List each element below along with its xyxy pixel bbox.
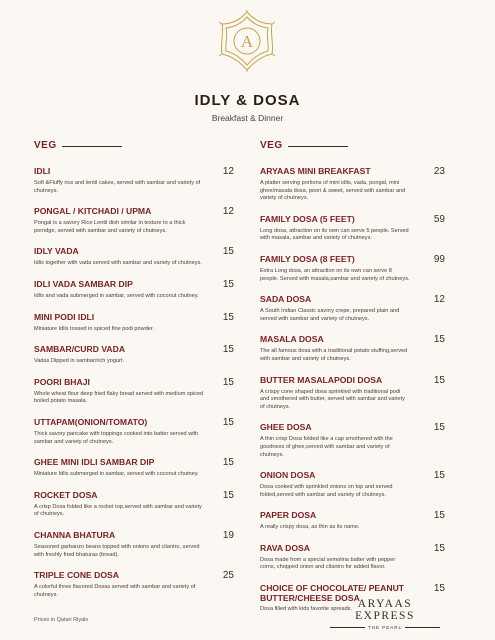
menu-item-name: FAMILY DOSA (8 FEET) <box>260 253 355 264</box>
heading-underline <box>62 146 122 147</box>
menu-item-price: 12 <box>433 294 445 306</box>
menu-item-name: MINI PODI IDLI <box>34 311 95 322</box>
menu-item <box>260 294 445 323</box>
menu-item-name: RAVA DOSA <box>260 542 310 553</box>
menu-item-name: IDLI VADA SAMBAR DIP <box>34 278 133 289</box>
brand-name: ARYAAS EXPRESS <box>355 598 415 622</box>
menu-item-description: Dosa cooked with sprinkled onions on top and served folded,served with sambar and variety of chutneys. <box>260 484 393 498</box>
menu-item-description: Dosa filled with kids favorite spreads. <box>260 606 353 613</box>
menu-item-name: PAPER DOSA <box>260 510 317 521</box>
menu-item-header <box>260 294 445 305</box>
menu-item-name: FAMILY DOSA (5 FEET) <box>260 213 355 224</box>
menu-item-name: SAMBAR/CURD VADA <box>34 344 126 355</box>
menu-item-price: 15 <box>222 246 234 258</box>
menu-item-description: Miniature Idlis submerged in sambar, served with coconut chutney. <box>34 471 199 478</box>
menu-item-name: UTTAPAM(ONION/TOMATO) <box>34 416 148 427</box>
menu-item-description: A South Indian Classic savory crepe, prepared plain and served with sambar and variety of chutneys. <box>260 308 400 322</box>
menu-item-name: IDLY VADA <box>34 246 79 257</box>
menu-item-price: 23 <box>433 166 445 177</box>
menu-item-price: 15 <box>433 542 445 554</box>
menu-item <box>34 377 234 406</box>
menu-item-name: PONGAL / KITCHADI / UPMA <box>34 206 152 217</box>
menu-item-name: ROCKET DOSA <box>34 489 98 500</box>
currency-note: Prices in Qatari Riyals <box>34 617 89 623</box>
menu-item-name: GHEE DOSA <box>260 422 312 433</box>
menu-item-price: 15 <box>222 344 234 356</box>
menu-item-description: A really crispy dosa, as thin as its name. <box>260 524 360 531</box>
menu-item-description: Long dosa, attraction on its own can serve 5 people. Served with masala, sambar and variety of chutneys. <box>260 227 409 242</box>
menu-item <box>260 334 445 363</box>
menu-item-price: 15 <box>433 583 445 595</box>
menu-item-price: 12 <box>222 206 234 218</box>
menu-item <box>260 510 445 532</box>
menu-item-price: 15 <box>433 510 445 522</box>
menu-item <box>260 422 445 459</box>
menu-item-description: A crisp Dosa folded like a rocket top,served with sambar and variety of chutneys. <box>34 503 202 518</box>
menu-item-header <box>34 490 234 501</box>
brand-subline <box>330 625 440 630</box>
menu-item-name: CHOICE OF CHOCOLATE/ PEANUT BUTTER/CHEESE DOSA <box>260 583 405 604</box>
menu-item <box>34 457 234 479</box>
menu-item <box>34 570 234 599</box>
menu-item-description: Whole wheat flour deep fried flaky bread served with medium spiced boiled potato masala. <box>34 390 204 405</box>
menu-item-header <box>260 470 445 481</box>
menu-item <box>34 206 234 235</box>
menu-item-description: Idlis together with vada served with sambar and variety of chutneys. <box>34 260 202 267</box>
section-heading <box>34 138 234 152</box>
menu-item-header <box>34 457 234 468</box>
menu-item-price: 15 <box>433 334 445 346</box>
menu-item-description: A platter serving portions of mini idlis, vada, pongal, mini ghee/masala dosa, poori & sweet, served with sambar and variety of chutneys. <box>260 180 406 202</box>
menu-item-name: ONION DOSA <box>260 470 316 481</box>
menu-item <box>34 312 234 334</box>
menu-item-name: SADA DOSA <box>260 294 312 305</box>
menu-item-header <box>34 417 234 428</box>
menu-item-description: Vadas Dipped in sambar/rich yogurt. <box>34 358 125 365</box>
menu-item-header <box>34 570 234 581</box>
page-subtitle: Breakfast & Dinner <box>211 113 284 123</box>
menu-item-description: Idlis and vada submerged in sambar, served with coconut chutney. <box>34 292 199 299</box>
menu-item-description: Seasoned garbanzo beans topped with onions and cilantro, served with freshly fried bhaturas (bread). <box>34 543 200 558</box>
menu-item-header <box>34 166 234 177</box>
menu-item-name: CHANNA BHATURA <box>34 529 116 540</box>
menu-item-price: 12 <box>222 166 234 177</box>
menu-item-price: 15 <box>222 489 234 501</box>
menu-item-name: GHEE MINI IDLI SAMBAR DIP <box>34 457 155 468</box>
section-heading-label: VEG <box>34 139 57 151</box>
menu-item-price: 15 <box>222 376 234 388</box>
menu-item-price: 25 <box>222 570 234 582</box>
menu-item-description: The all famous dosa with a traditional potato stuffing,served with sambar and variety of chutneys. <box>260 348 408 362</box>
menu-item-header <box>260 254 445 265</box>
menu-item-name: MASALA DOSA <box>260 334 324 345</box>
menu-item-description: Pongal is a savory Rice Lentil dish similar in texture to a thick porridge, served with sambar and variety of chutneys. <box>34 220 186 234</box>
left-menu-column <box>34 138 234 610</box>
menu-item-header <box>34 279 234 290</box>
menu-item <box>34 417 234 446</box>
menu-item-price: 15 <box>433 470 445 482</box>
menu-item-price: 15 <box>222 311 234 323</box>
section-heading-label: VEG <box>260 139 283 151</box>
menu-item-header <box>260 375 445 386</box>
brand-divider <box>330 627 365 628</box>
brand-footer <box>330 598 440 630</box>
menu-item-price: 15 <box>222 416 234 428</box>
menu-item-header <box>34 344 234 355</box>
menu-item-description: A crispy cone shaped dosa sprinkled with traditional podi and smothered with butter, served with sambar and variety of chutneys. <box>260 388 405 410</box>
menu-item-description: Soft &Fluffy rice and lentil cakes, served with sambar and variety of chutneys. <box>34 180 201 194</box>
menu-item-header <box>260 543 445 554</box>
menu-item-header <box>34 206 234 217</box>
menu-item-name: ARYAAS MINI BREAKFAST <box>260 166 371 176</box>
menu-item-header <box>34 530 234 541</box>
menu-item <box>260 166 445 203</box>
menu-item <box>260 375 445 412</box>
logo-letter: A <box>240 32 254 51</box>
menu-item-description: A thin crisp Dosa folded like a cap smothered with the goodness of ghee,served with sambar and variety of chutneys. <box>260 436 393 458</box>
menu-item <box>260 214 445 243</box>
menu-item-name: TRIPLE CONE DOSA <box>34 570 119 581</box>
menu-item-description: Miniature Idlis tossed in spiced fine podi powder. <box>34 325 155 332</box>
menu-item-name: IDLI <box>34 166 51 176</box>
menu-item-header <box>260 510 445 521</box>
menu-item-price: 99 <box>433 253 445 265</box>
menu-item <box>260 543 445 572</box>
right-menu-column <box>260 138 445 625</box>
menu-item-header <box>34 246 234 257</box>
menu-item-description: Thick savory pancake with toppings cooked into batter served with sambar and variety of chutneys. <box>34 430 199 445</box>
menu-item-header <box>260 334 445 345</box>
section-heading <box>260 138 445 152</box>
menu-item-price: 15 <box>433 374 445 386</box>
menu-item-price: 15 <box>433 422 445 434</box>
menu-item <box>34 530 234 559</box>
menu-item-header <box>260 166 445 177</box>
brand-divider <box>405 627 440 628</box>
menu-item-header <box>260 214 445 225</box>
menu-item-name: POORI BHAJI <box>34 376 90 387</box>
menu-item <box>34 490 234 519</box>
menu-item-description: Extra Long dosa, an attraction on its own can serve 8 people. Served with masala,sambar and variety of chutneys. <box>260 267 410 282</box>
menu-item-price: 15 <box>222 278 234 290</box>
menu-item-price: 59 <box>433 213 445 225</box>
brand-sub-label: THE PEARL <box>368 625 403 630</box>
menu-item-name: BUTTER MASALAPODI DOSA <box>260 374 383 385</box>
menu-item <box>34 166 234 195</box>
menu-item <box>260 470 445 499</box>
menu-item-price: 19 <box>222 529 234 541</box>
menu-item-description: A colorful three flavored Dosas served with sambar and variety of chutneys. <box>34 584 196 598</box>
menu-item-description: Dosa made from a special semolina batter with pepper corns, chopped onion and cilantro for added flavor. <box>260 556 396 571</box>
menu-item <box>34 279 234 301</box>
menu-item-price: 15 <box>222 457 234 469</box>
menu-item-header <box>34 377 234 388</box>
menu-item <box>34 344 234 366</box>
menu-item <box>34 246 234 268</box>
menu-item <box>260 254 445 283</box>
aryaas-logo-icon <box>218 10 276 72</box>
menu-item-header <box>34 312 234 323</box>
page-title: IDLY & DOSA <box>194 92 301 109</box>
heading-underline <box>288 146 348 147</box>
menu-item-header <box>260 422 445 433</box>
